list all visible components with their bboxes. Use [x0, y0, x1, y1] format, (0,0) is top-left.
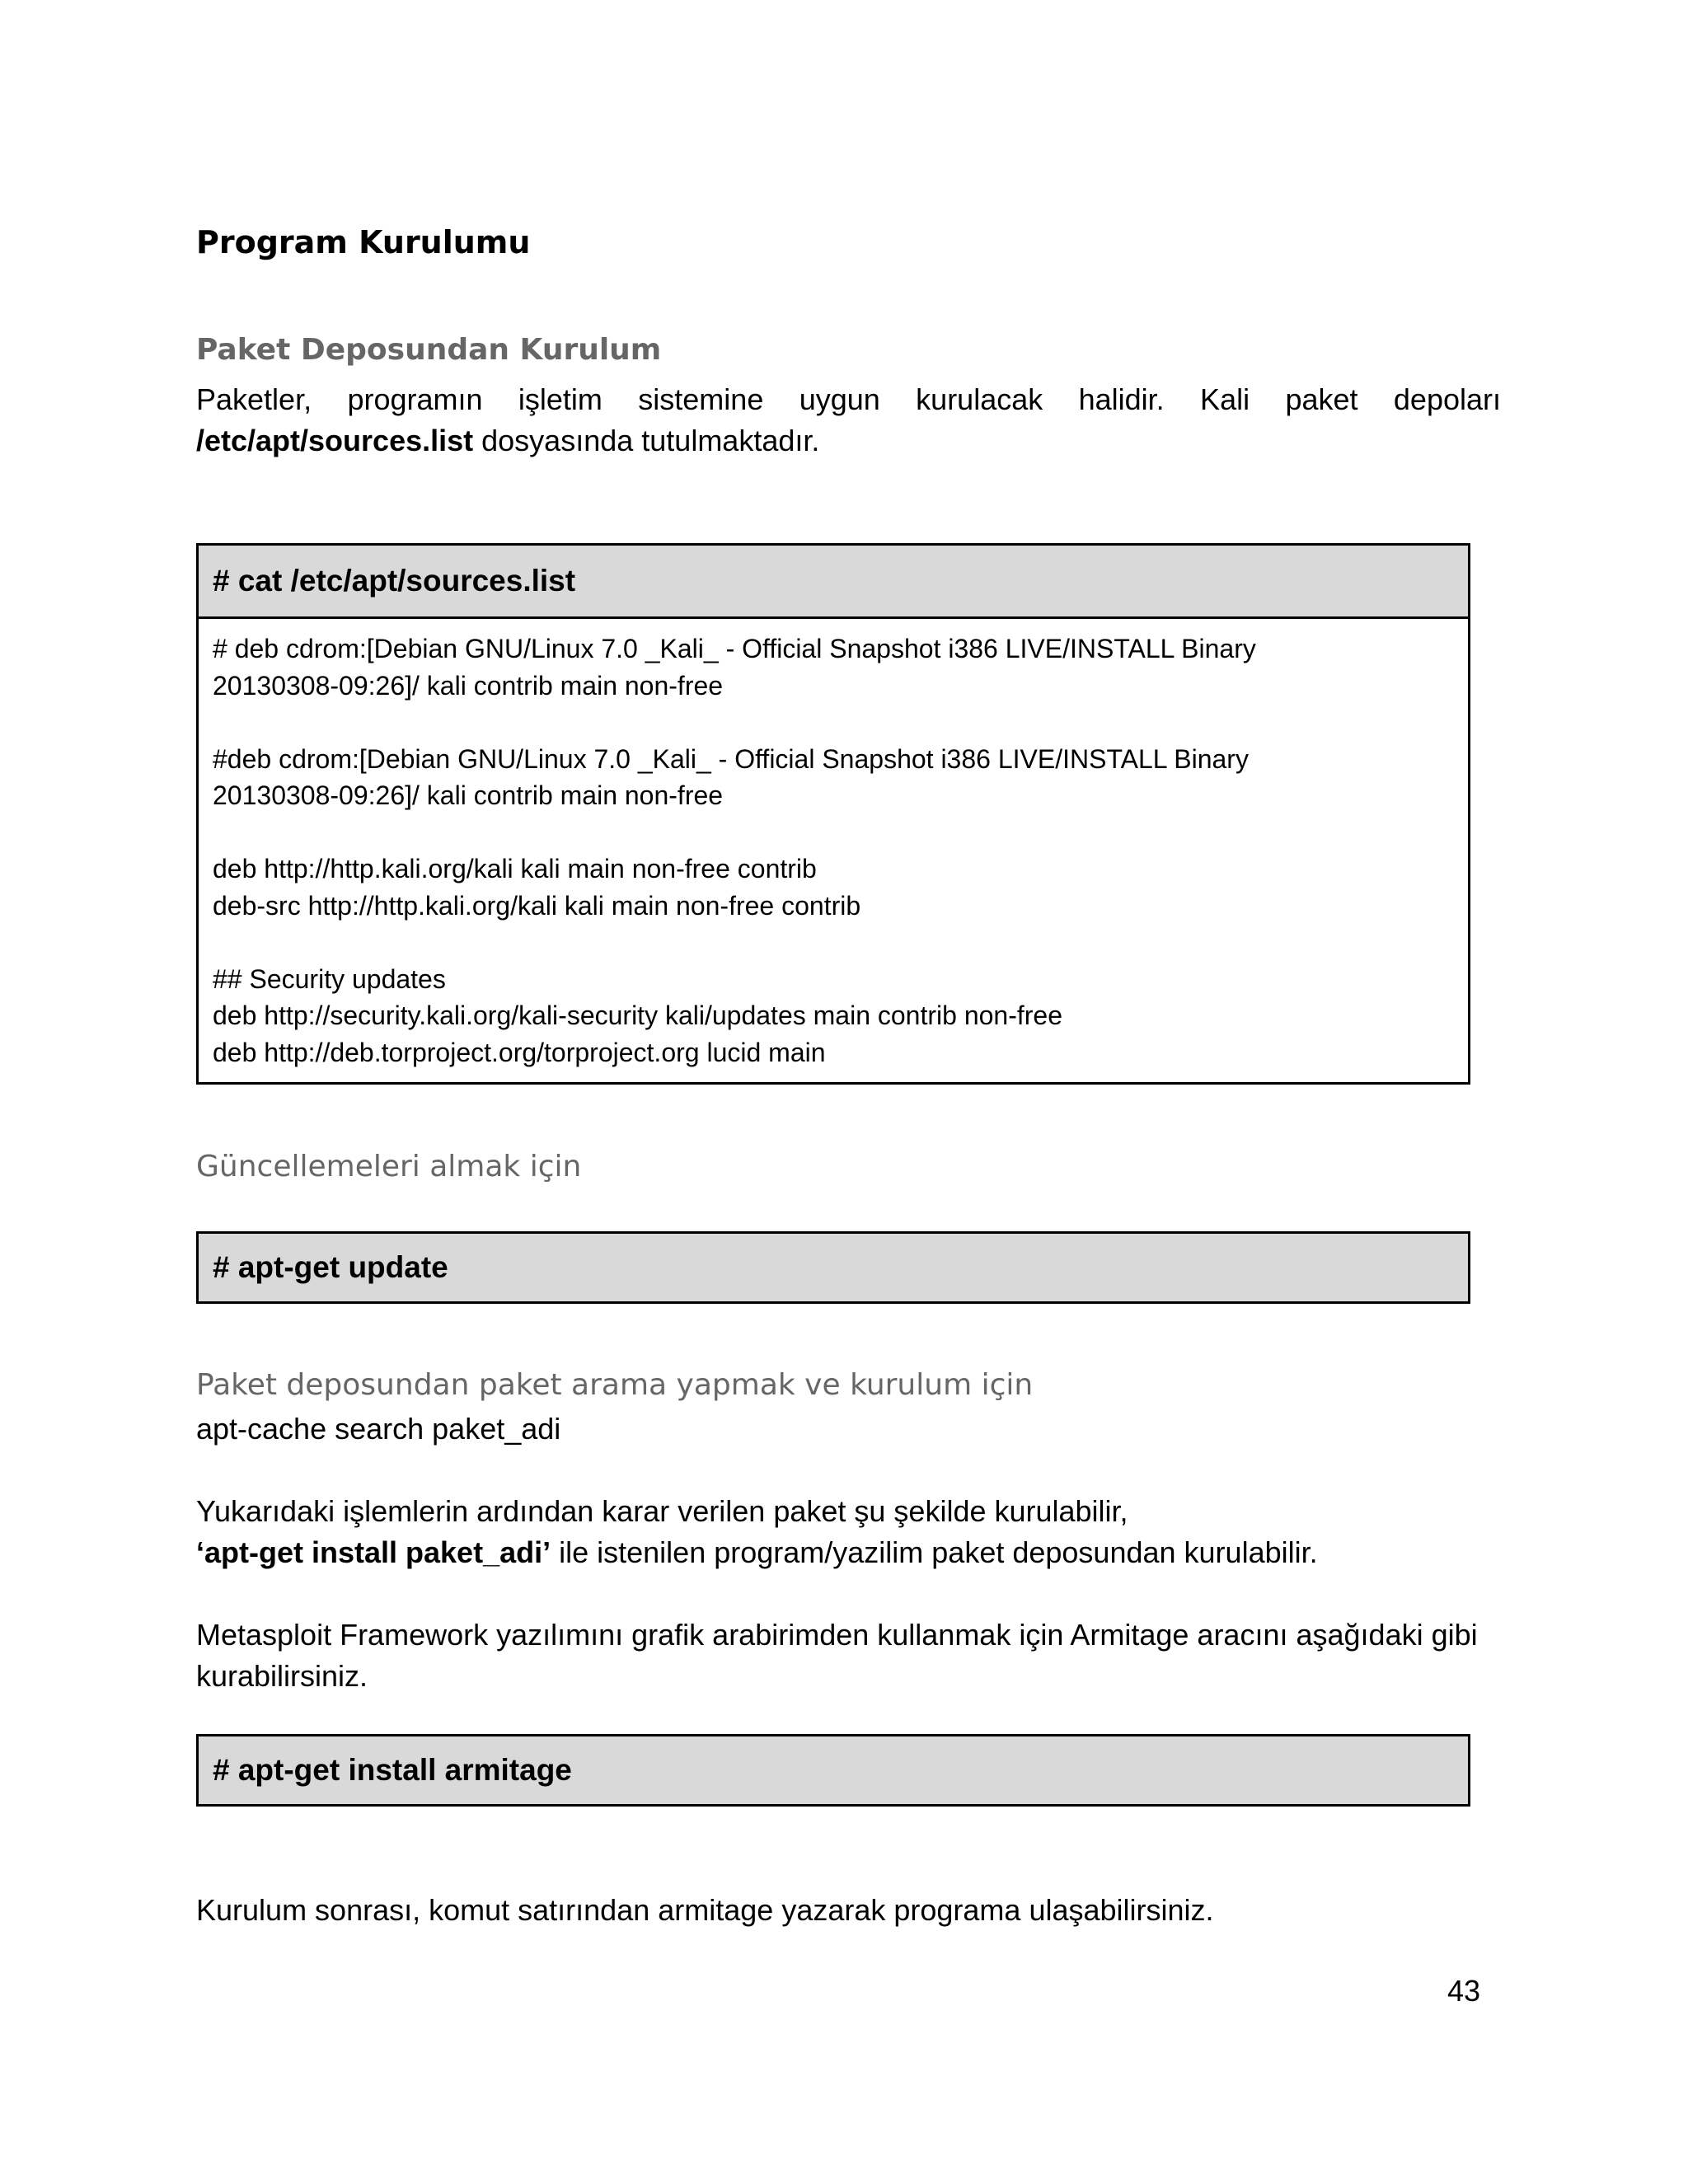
output-line: deb http://deb.torproject.org/torproject.org lucid main [213, 1037, 826, 1067]
search-install-label: Paket deposundan paket arama yapmak ve kurulum için [196, 1368, 1034, 1402]
apt-cache-command-text: apt-cache search paket_adi [196, 1412, 561, 1446]
code-box-command: # cat /etc/apt/sources.list [199, 546, 1468, 616]
document-page [196, 0, 1531, 2184]
output-line: deb http://http.kali.org/kali kali main non-free contrib [213, 854, 817, 883]
sources-list-path: /etc/apt/sources.list [196, 424, 474, 457]
install-para-line-1: Yukarıdaki işlemlerin ardından karar verilen paket şu şekilde kurulabilir, [196, 1494, 1128, 1528]
search-install-text [196, 1408, 1531, 1697]
code-box-command: # apt-get update [199, 1234, 1468, 1301]
output-line: #deb cdrom:[Debian GNU/Linux 7.0 _Kali_ - Official Snapshot i386 LIVE/INSTALL Binary [213, 743, 1249, 774]
output-line: deb-src http://http.kali.org/kali kali main non-free contrib [213, 890, 861, 921]
output-line: deb http://security.kali.org/kali-security kali/updates main contrib non-free [213, 1001, 1062, 1030]
output-line: 20130308-09:26]/ kali contrib main non-free [213, 780, 724, 810]
intro-line-2 [196, 420, 1501, 462]
install-para-line-2 [196, 1532, 1531, 1573]
page-number: 43 [1447, 1974, 1480, 2008]
section-heading-package-repo: Paket Deposundan Kurulum [196, 333, 662, 367]
blank-line [196, 1450, 1531, 1491]
code-box-command: # apt-get install armitage [199, 1736, 1468, 1804]
output-line: # deb cdrom:[Debian GNU/Linux 7.0 _Kali_ - Official Snapshot i386 LIVE/INSTALL Binary [213, 634, 1256, 663]
code-box-output [199, 616, 1468, 1082]
apt-update-code-box [196, 1231, 1470, 1304]
output-blank-line [213, 704, 1454, 741]
updates-label: Güncellemeleri almak için [196, 1150, 582, 1183]
output-line: ## Security updates [213, 963, 446, 994]
armitage-para-line-1: Metasploit Framework yazılımını grafik arabirimden kullanmak için Armitage aracını aşağıdaki gibi [196, 1618, 1478, 1652]
install-para-line-2-rest: ile istenilen program/yazilim paket deposundan kurulabilir. [551, 1535, 1318, 1569]
armitage-para-line-2: kurabilirsiniz. [196, 1659, 368, 1693]
intro-paragraph [196, 379, 1501, 462]
sources-list-code-box [196, 543, 1470, 1085]
closing-line: Kurulum sonrası, komut satırından armitage yazarak programa ulaşabilirsiniz. [196, 1893, 1214, 1927]
blank-line [196, 1573, 1531, 1615]
output-line: 20130308-09:26]/ kali contrib main non-free [213, 670, 724, 701]
apt-get-install-command-text: ‘apt-get install paket_adi’ [196, 1535, 551, 1569]
page-title: Program Kurulumu [196, 224, 531, 260]
armitage-install-code-box [196, 1734, 1470, 1807]
closing-paragraph [196, 1890, 1531, 1931]
output-blank-line [213, 814, 1454, 851]
output-blank-line [213, 924, 1454, 961]
intro-line-2-rest: dosyasında tutulmaktadır. [473, 424, 820, 457]
intro-line-1: Paketler, programın işletim sistemine uygun kurulacak halidir. Kali paket depoları [196, 382, 1501, 416]
